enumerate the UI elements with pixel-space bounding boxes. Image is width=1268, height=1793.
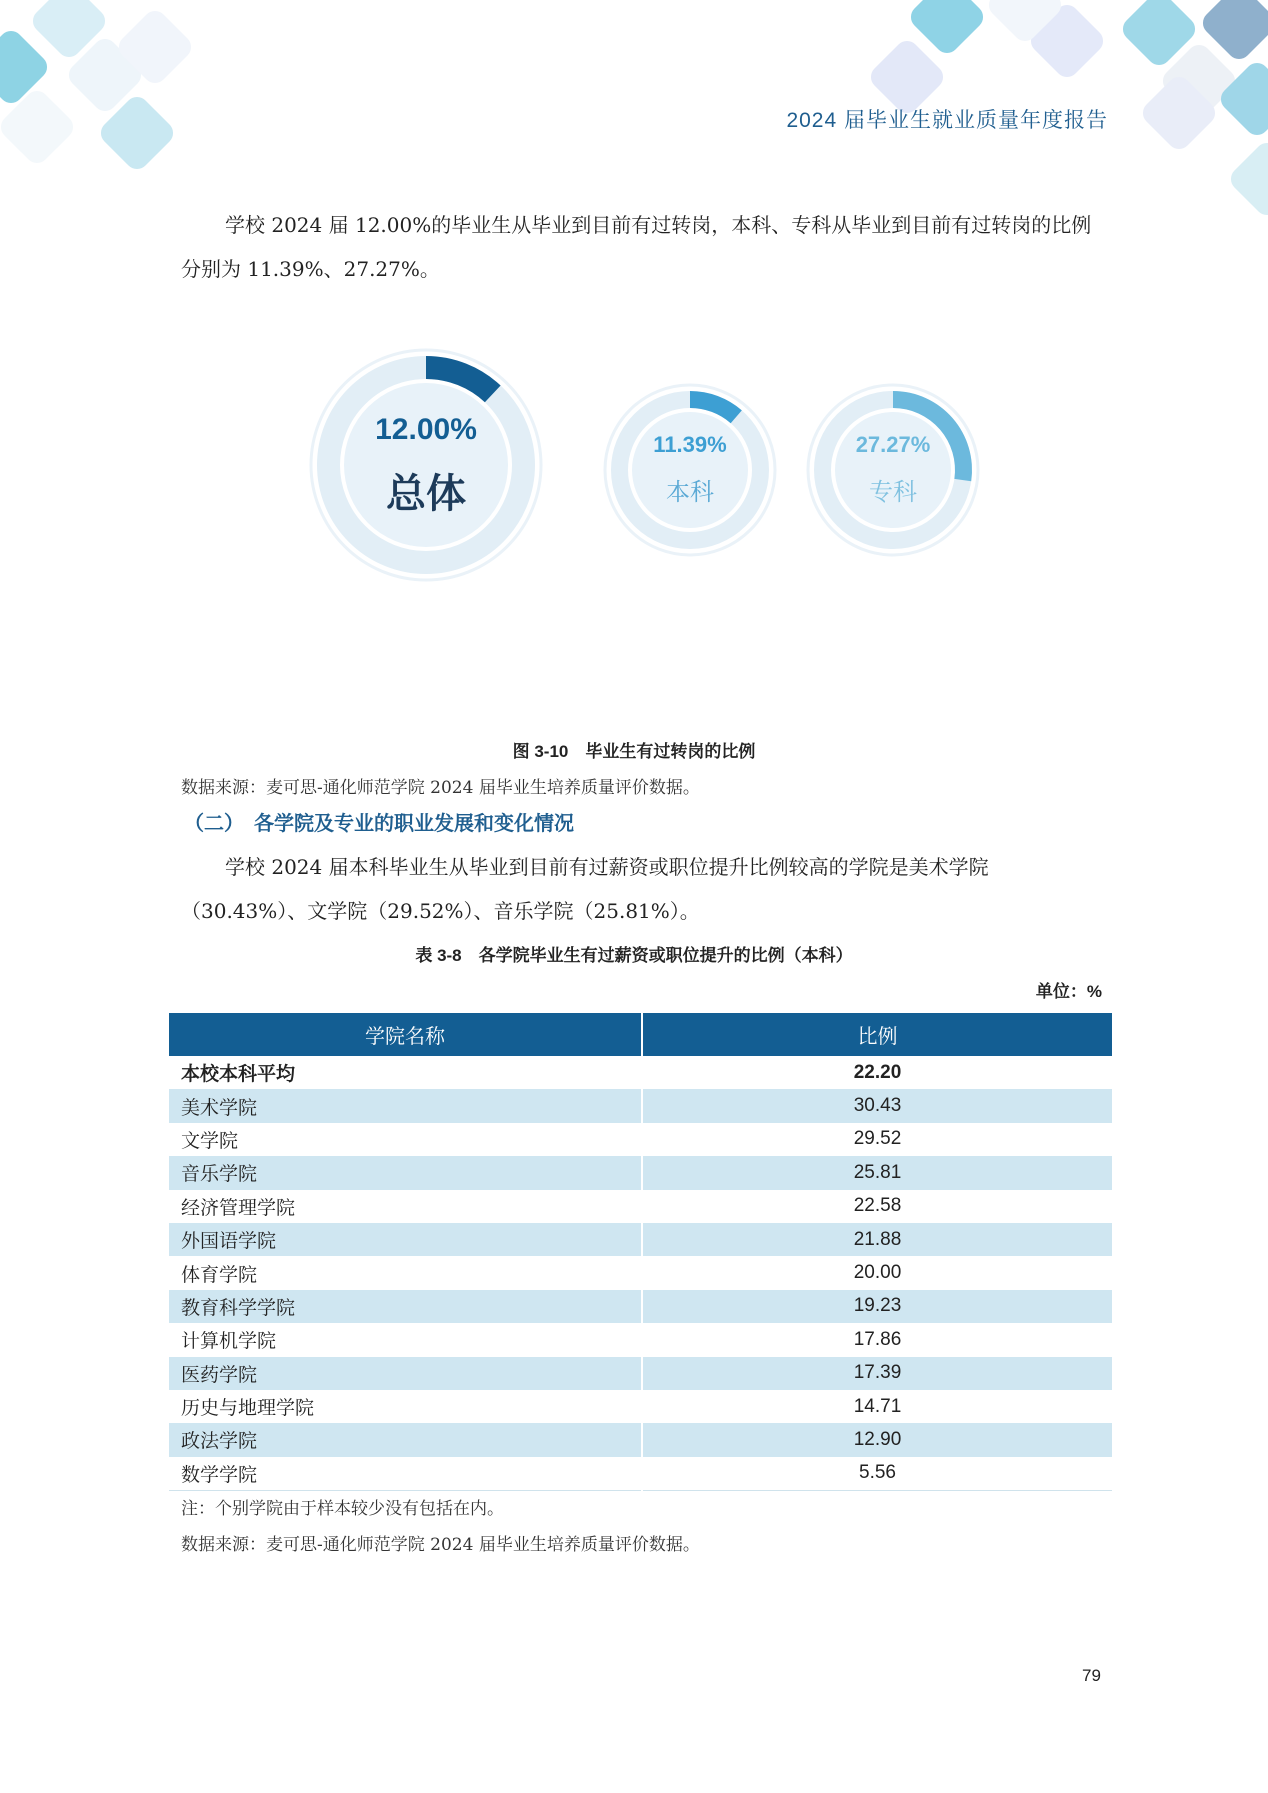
donut-center [344, 383, 508, 547]
table-note: 注：个别学院由于样本较少没有包括在内。 [181, 1499, 504, 1519]
college-name-cell: 文学院 [169, 1123, 642, 1156]
header-college-name: 学院名称 [169, 1013, 642, 1056]
college-name-cell: 本校本科平均 [169, 1056, 642, 1089]
donut-name-label: 专科 [869, 478, 917, 506]
college-name-cell: 计算机学院 [169, 1323, 642, 1356]
table-row [169, 1256, 1113, 1289]
college-name-cell: 数学学院 [169, 1457, 642, 1491]
donut-center [835, 412, 951, 528]
section-paragraph: 学校 2024 届本科毕业生从毕业到目前有过薪资或职位提升比例较高的学院是美术学院（30.43%）、文学院（29.52%）、音乐学院（25.81%）。 [181, 855, 989, 923]
donut-center [632, 412, 748, 528]
ratio-cell: 22.58 [642, 1190, 1113, 1223]
table-row [169, 1457, 1113, 1491]
table-row [169, 1056, 1113, 1089]
intro-paragraph: 学校 2024 届 12.00%的毕业生从毕业到目前有过转岗，本科、专科从毕业到目前有过转岗的比例分别为 11.39%、27.27%。 [181, 213, 1092, 281]
ratio-cell: 19.23 [642, 1290, 1113, 1323]
table-row [169, 1223, 1113, 1256]
ratio-cell: 30.43 [642, 1089, 1113, 1122]
ratio-cell: 29.52 [642, 1123, 1113, 1156]
college-name-cell: 美术学院 [169, 1089, 642, 1122]
college-name-cell: 音乐学院 [169, 1156, 642, 1189]
college-name-cell: 体育学院 [169, 1256, 642, 1289]
ratio-cell: 22.20 [642, 1056, 1113, 1089]
table-row [169, 1089, 1113, 1122]
table-header-row [169, 1013, 1113, 1056]
donut-name-label: 总体 [386, 471, 466, 517]
ratio-cell: 14.71 [642, 1390, 1113, 1423]
ratio-cell: 12.90 [642, 1423, 1113, 1456]
college-name-cell: 教育科学学院 [169, 1290, 642, 1323]
table-source: 数据来源：麦可思-通化师范学院 2024 届毕业生培养质量评价数据。 [181, 1535, 700, 1555]
donut-value-label: 11.39% [653, 432, 727, 457]
ratio-cell: 21.88 [642, 1223, 1113, 1256]
page-number: 79 [1082, 1666, 1101, 1685]
donut-value-label: 12.00% [375, 413, 477, 446]
college-name-cell: 医药学院 [169, 1357, 642, 1390]
table-row [169, 1390, 1113, 1423]
table-row [169, 1123, 1113, 1156]
college-name-cell: 历史与地理学院 [169, 1390, 642, 1423]
report-header-title: 2024 届毕业生就业质量年度报告 [786, 109, 1108, 132]
table-row [169, 1290, 1113, 1323]
table-row [169, 1190, 1113, 1223]
table-unit: 单位：% [1035, 982, 1102, 1001]
donut-chart [0, 340, 1268, 670]
header-ratio: 比例 [642, 1013, 1113, 1056]
college-name-cell: 外国语学院 [169, 1223, 642, 1256]
table-row [169, 1323, 1113, 1356]
table-row [169, 1357, 1113, 1390]
ratio-cell: 17.86 [642, 1323, 1113, 1356]
college-promotion-table [169, 1013, 1114, 1491]
ratio-cell: 5.56 [642, 1457, 1113, 1491]
college-name-cell: 政法学院 [169, 1423, 642, 1456]
figure-source: 数据来源：麦可思-通化师范学院 2024 届毕业生培养质量评价数据。 [181, 778, 700, 798]
table-row [169, 1156, 1113, 1189]
table-row [169, 1423, 1113, 1456]
ratio-cell: 20.00 [642, 1256, 1113, 1289]
donut-name-label: 本科 [666, 478, 714, 506]
section-heading: （二） 各学院及专业的职业发展和变化情况 [184, 813, 574, 835]
ratio-cell: 17.39 [642, 1357, 1113, 1390]
table-caption: 表 3-8 各学院毕业生有过薪资或职位提升的比例（本科） [415, 946, 853, 965]
college-name-cell: 经济管理学院 [169, 1190, 642, 1223]
donut-value-label: 27.27% [855, 432, 931, 457]
ratio-cell: 25.81 [642, 1156, 1113, 1189]
figure-caption: 图 3-10 毕业生有过转岗的比例 [512, 742, 756, 761]
